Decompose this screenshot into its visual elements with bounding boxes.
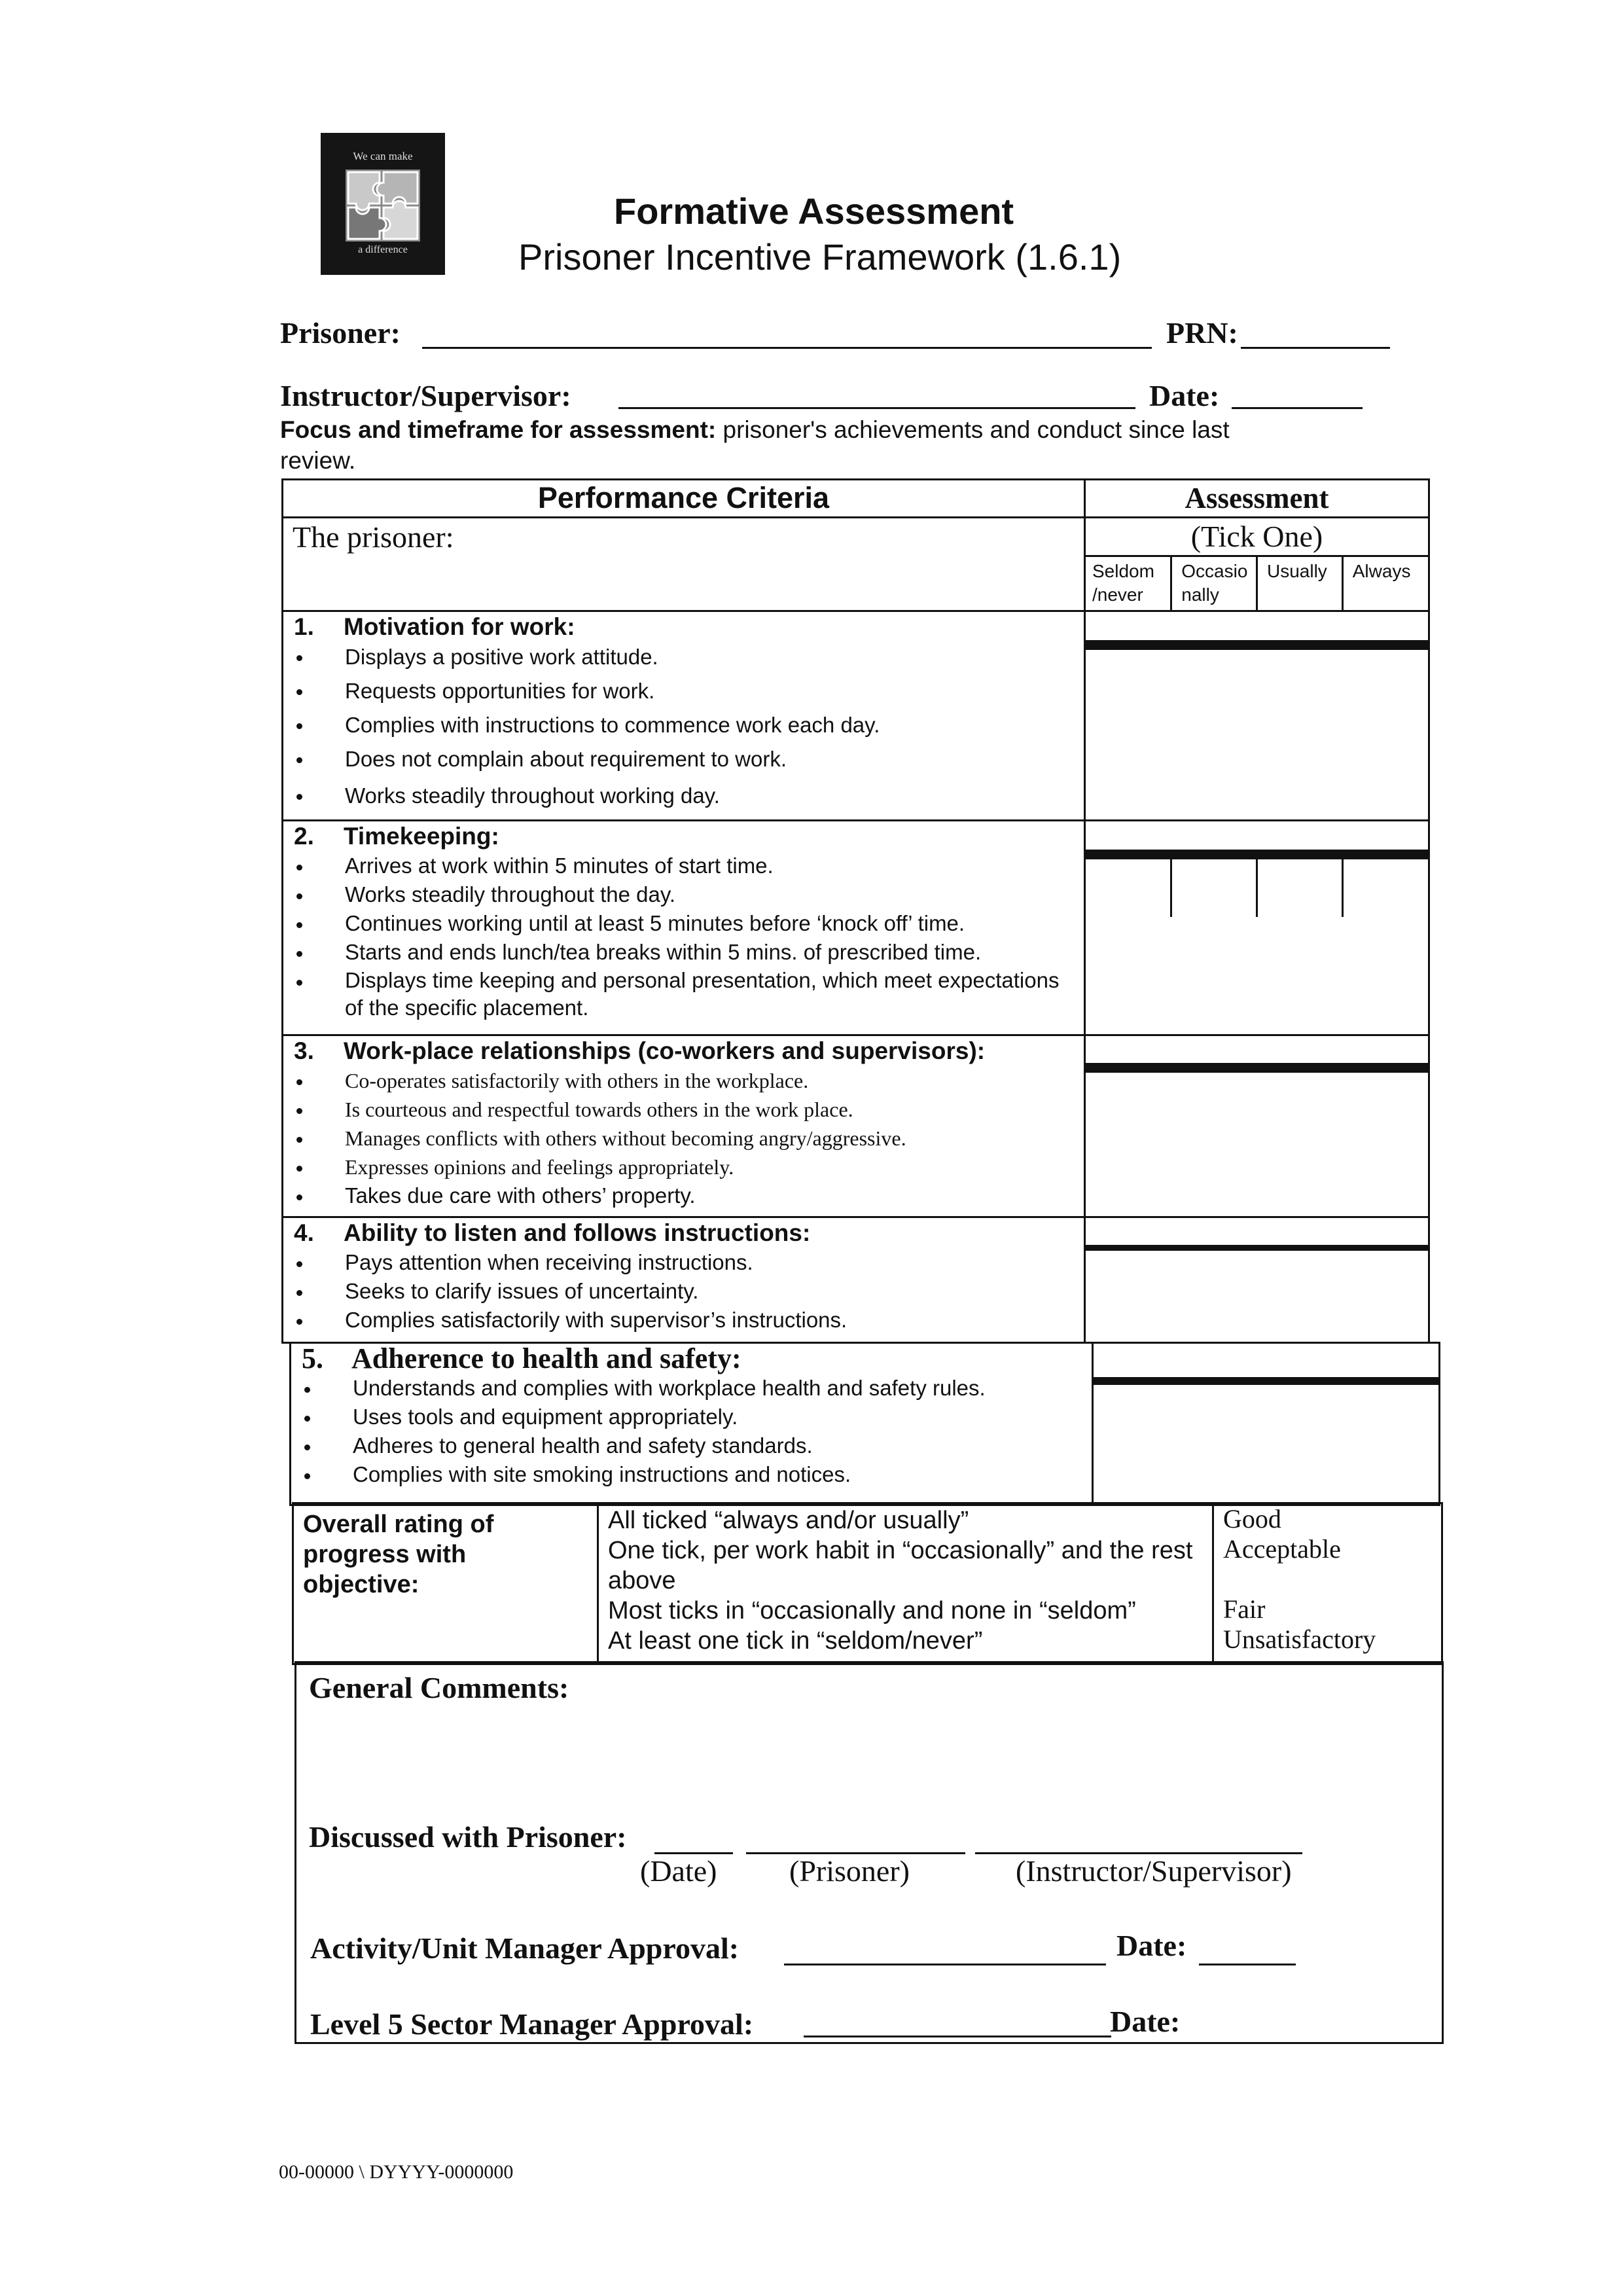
grade-fair: Fair xyxy=(1223,1594,1266,1624)
instructor-field[interactable] xyxy=(618,407,1135,409)
criterion-3-1: Co-operates satisfactorily with others in the workplace. xyxy=(283,1066,1084,1095)
document-code: 00-00000 \ DYYYY-0000000 xyxy=(279,2161,514,2183)
criterion-5-1: Understands and complies with workplace health and safety rules. xyxy=(291,1374,1092,1403)
criterion-1-2: Requests opportunities for work. xyxy=(283,676,1084,706)
tick-box[interactable] xyxy=(1086,649,1171,650)
criterion-3-4: Expresses opinions and feelings appropriately. xyxy=(283,1153,1084,1181)
level5-approval-field[interactable] xyxy=(804,2036,1111,2037)
focus-text-continued: review. xyxy=(280,447,356,474)
tick-box[interactable] xyxy=(1342,1071,1428,1073)
focus-label: Focus and timeframe for assessment: xyxy=(280,416,717,443)
criterion-4-1: Pays attention when receiving instructions. xyxy=(283,1248,1084,1277)
criterion-3-3: Manages conflicts with others without becoming angry/aggressive. xyxy=(283,1124,1084,1153)
tick-grid-1 xyxy=(1085,611,1429,821)
section-4 xyxy=(283,1217,1085,1343)
section-2-title: 2. Timekeeping: xyxy=(294,823,499,850)
criterion-1-1: Displays a positive work attitude. xyxy=(283,642,1084,672)
tick-grid-2 xyxy=(1085,821,1429,1035)
criterion-2-3: Continues working until at least 5 minutes before ‘knock off’ time. xyxy=(283,909,1084,938)
prn-label: PRN: xyxy=(1166,316,1238,350)
tick-grid-3 xyxy=(1085,1035,1429,1217)
date-field[interactable] xyxy=(1232,407,1363,409)
criterion-2-1: Arrives at work within 5 minutes of start time. xyxy=(283,852,1084,880)
criterion-3-2: Is courteous and respectful towards others in the work place. xyxy=(283,1095,1084,1124)
activity-approval-field[interactable] xyxy=(784,1964,1106,1965)
criterion-5-3: Adheres to general health and safety standards. xyxy=(291,1431,1092,1460)
criterion-2-2: Works steadily throughout the day. xyxy=(283,880,1084,909)
rating-criteria xyxy=(598,1503,1213,1664)
tick-one-cell xyxy=(1085,518,1429,611)
level5-approval-label: Level 5 Sector Manager Approval: xyxy=(310,2007,754,2041)
criterion-4-2: Seeks to clarify issues of uncertainty. xyxy=(283,1277,1084,1306)
assessment-header: Assessment xyxy=(1085,480,1429,518)
tick-box[interactable] xyxy=(1171,858,1257,917)
grade-acceptable: Acceptable xyxy=(1223,1534,1341,1564)
prisoner-label: Prisoner: xyxy=(280,316,401,350)
tick-grid-4 xyxy=(1085,1217,1429,1343)
form-subtitle: Prisoner Incentive Framework (1.6.1) xyxy=(518,236,1122,278)
prisoner-label-cell xyxy=(283,518,1085,611)
criterion-2-4: Starts and ends lunch/tea breaks within 5 mins. of prescribed time. xyxy=(283,938,1084,967)
criterion-1-4: Does not complain about requirement to work. xyxy=(283,744,1084,774)
prn-field[interactable] xyxy=(1241,347,1390,349)
tick-box[interactable] xyxy=(1094,1384,1180,1385)
tick-row-3-header xyxy=(1086,1036,1428,1064)
tick-box[interactable] xyxy=(1257,858,1343,917)
organization-logo xyxy=(321,133,445,275)
tick-grid-5 xyxy=(1093,1343,1440,1505)
rating-criterion-acceptable: One tick, per work habit in “occasionally” and the rest above xyxy=(608,1537,1193,1594)
activity-approval-label: Activity/Unit Manager Approval: xyxy=(310,1931,740,1965)
activity-date-field[interactable] xyxy=(1199,1964,1296,1965)
focus-line xyxy=(280,416,1230,444)
grade-good: Good xyxy=(1223,1504,1281,1534)
tick-box[interactable] xyxy=(1266,1384,1353,1385)
tick-box[interactable] xyxy=(1342,858,1428,917)
activity-date-label: Date: xyxy=(1116,1929,1187,1962)
criterion-4-3: Complies satisfactorily with supervisor’s instructions. xyxy=(283,1306,1084,1335)
tick-box[interactable] xyxy=(1086,858,1171,917)
tick-row-4-header xyxy=(1086,1218,1428,1246)
criterion-3-5: Takes due care with others’ property. xyxy=(283,1181,1084,1210)
col-seldom: Seldom /never xyxy=(1092,561,1154,605)
assessment-table xyxy=(281,478,1430,1344)
col-occasionally: Occasio nally xyxy=(1171,557,1257,610)
rating-criterion-unsatisfactory: At least one tick in “seldom/never” xyxy=(608,1627,983,1655)
date-label: Date: xyxy=(1149,379,1220,412)
criterion-5-2: Uses tools and equipment appropriately. xyxy=(291,1403,1092,1431)
rating-criterion-good: All ticked “always and/or usually” xyxy=(608,1507,969,1534)
tick-box[interactable] xyxy=(1086,1249,1171,1251)
sig-instructor-caption: (Instructor/Supervisor) xyxy=(1016,1854,1292,1888)
tick-box[interactable] xyxy=(1086,1071,1171,1073)
section-1 xyxy=(283,611,1085,821)
grade-unsatisfactory: Unsatisfactory xyxy=(1223,1624,1376,1654)
tick-box[interactable] xyxy=(1180,1384,1266,1385)
overall-rating-label: Overall rating of progress with objective: xyxy=(293,1503,598,1664)
focus-text: prisoner's achievements and conduct since last xyxy=(716,416,1230,443)
prisoner-field[interactable] xyxy=(422,347,1152,349)
the-prisoner-label: The prisoner: xyxy=(293,520,454,554)
col-usually: Usually xyxy=(1257,557,1343,610)
discussed-label: Discussed with Prisoner: xyxy=(309,1820,627,1854)
tick-box[interactable] xyxy=(1257,1071,1343,1073)
logo-text-bottom: a difference xyxy=(358,244,408,255)
form-title: Formative Assessment xyxy=(614,190,1014,232)
criterion-2-5: Displays time keeping and personal presentation, which meet expectations of the specific placement. xyxy=(283,967,1065,1022)
rating-criterion-fair: Most ticks in “occasionally and none in “seldom” xyxy=(608,1597,1136,1624)
sig-prisoner-caption: (Prisoner) xyxy=(789,1854,910,1888)
tick-one-label: (Tick One) xyxy=(1086,518,1428,557)
tick-box[interactable] xyxy=(1171,1071,1257,1073)
section-2 xyxy=(283,821,1085,1035)
tick-box[interactable] xyxy=(1257,1249,1343,1251)
sig-date-caption: (Date) xyxy=(640,1854,717,1888)
tick-box[interactable] xyxy=(1342,649,1428,650)
tick-box[interactable] xyxy=(1342,1249,1428,1251)
tick-box[interactable] xyxy=(1171,1249,1257,1251)
overall-rating-table xyxy=(292,1502,1443,1665)
section-4-title: 4. Ability to listen and follows instructions: xyxy=(294,1219,811,1246)
criterion-5-4: Complies with site smoking instructions and notices. xyxy=(291,1460,1092,1489)
tick-row-5-header xyxy=(1094,1344,1438,1378)
criteria-header: Performance Criteria xyxy=(283,480,1085,518)
section-1-title: 1. Motivation for work: xyxy=(294,613,575,640)
level5-date-label: Date: xyxy=(1110,2005,1181,2038)
section-3-title: 3. Work-place relationships (co-workers and supervisors): xyxy=(294,1037,986,1064)
logo-text-top: We can make xyxy=(353,150,413,162)
general-comments-label: General Comments: xyxy=(309,1671,569,1704)
section-5 xyxy=(291,1343,1093,1505)
tick-row-2-header xyxy=(1086,821,1428,850)
tick-row-1-header xyxy=(1086,612,1428,641)
criterion-1-3: Complies with instructions to commence work each day. xyxy=(283,710,1084,740)
tick-box[interactable] xyxy=(1352,1384,1438,1385)
puzzle-icon xyxy=(346,170,420,242)
tick-box[interactable] xyxy=(1257,649,1343,650)
tick-box[interactable] xyxy=(1171,649,1257,650)
instructor-label: Instructor/Supervisor: xyxy=(280,379,571,412)
criterion-1-5: Works steadily throughout working day. xyxy=(283,781,1084,811)
section-3 xyxy=(283,1035,1085,1217)
section-5-title: 5. Adherence to health and safety: xyxy=(302,1342,741,1374)
health-safety-table xyxy=(289,1342,1440,1506)
general-comments-field[interactable] xyxy=(309,1715,1421,1806)
col-always: Always xyxy=(1342,557,1428,610)
column-headers xyxy=(1086,557,1428,610)
rating-grades xyxy=(1213,1503,1442,1664)
